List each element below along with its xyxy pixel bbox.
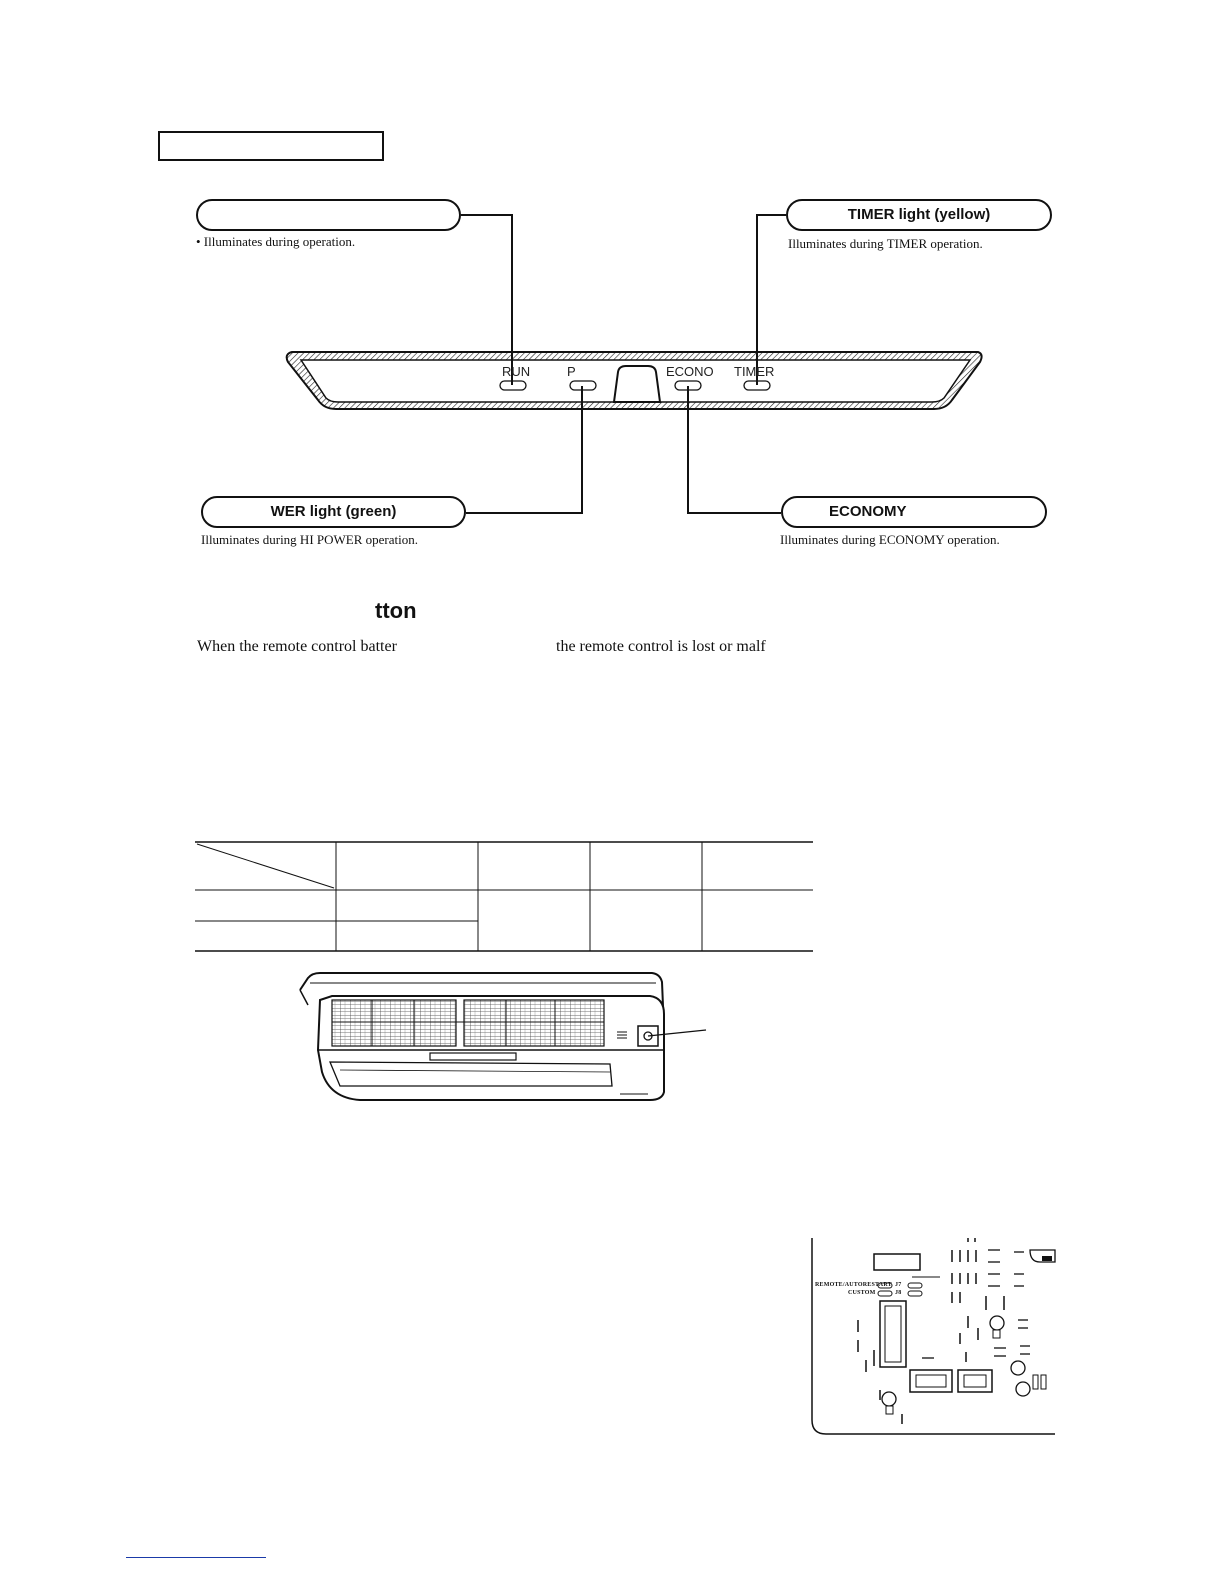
pcb-label-j7: J7 xyxy=(895,1282,902,1288)
timer-light-desc: Illuminates during TIMER operation. xyxy=(788,236,983,251)
timer-light-title: TIMER light (yellow) xyxy=(847,206,991,223)
run-light-desc: • Illuminates during operation. xyxy=(196,234,356,249)
pcb-label-j8: J8 xyxy=(895,1290,902,1296)
panel-label-run: RUN xyxy=(502,364,531,379)
panel-label-p: P xyxy=(567,364,576,379)
section-heading: tton xyxy=(375,598,417,623)
body-text-right: the remote control is lost or malf xyxy=(556,638,766,655)
body-text-left: When the remote control batter xyxy=(197,638,397,655)
hipower-light-desc: Illuminates during HI POWER operation. xyxy=(201,532,418,547)
pcb-label-custom: CUSTOM xyxy=(848,1290,876,1296)
hipower-light-title: WER light (green) xyxy=(270,503,397,520)
footer-link-underline[interactable] xyxy=(126,1557,266,1558)
panel-label-econo: ECONO xyxy=(666,364,714,379)
economy-light-desc: Illuminates during ECONOMY operation. xyxy=(780,532,1000,547)
pcb-label-remote-autorestart: REMOTE/AUTORESTART xyxy=(815,1282,892,1288)
economy-light-title: ECONOMY xyxy=(829,503,907,520)
panel-label-timer: TIMER xyxy=(734,364,775,379)
